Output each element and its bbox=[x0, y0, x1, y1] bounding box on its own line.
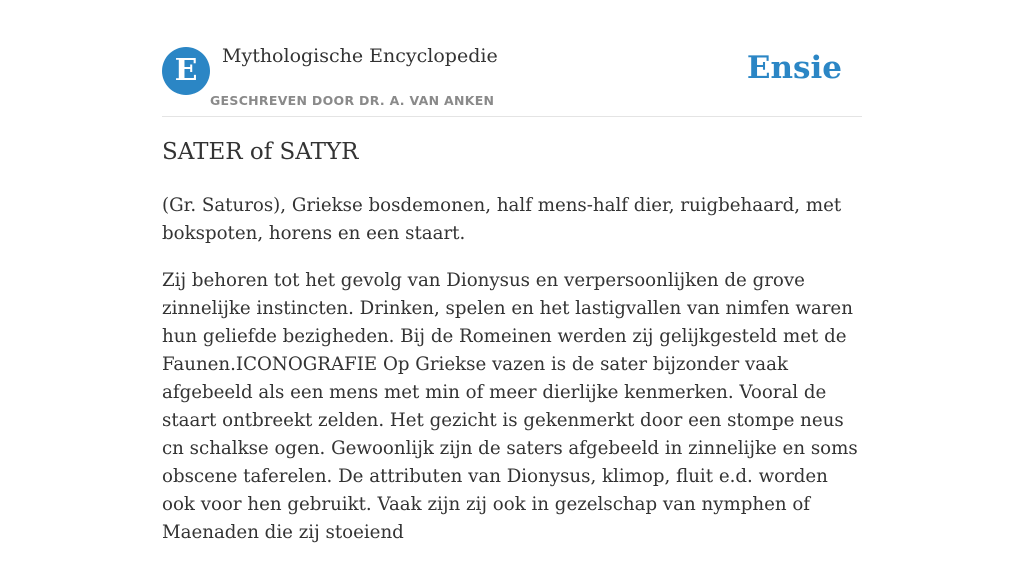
article-paragraph-intro: (Gr. Saturos), Griekse bosdemonen, half mens-half dier, ruigbehaard, met bokspoten, horens en een staart. bbox=[162, 195, 842, 244]
article-body bbox=[162, 192, 862, 566]
author-byline: GESCHREVEN DOOR DR. A. VAN ANKEN bbox=[210, 93, 495, 108]
article-paragraph-main: Zij behoren tot het gevolg van Dionysus en verpersoonlijken de grove zinnelijke instincten. Drinken, spelen en het lastigvallen van nimfen waren hun geliefde bezigheden. Bij de Romeinen werden zij gelijkgesteld met de Faunen.ICONOGRAFIE Op Griekse vazen is de sater bijzonder vaak afgebeeld als een mens met min of meer dierlijke kenmerken. Vooral de staart ontbreekt zelden. Het gezicht is gekenmerkt door een stompe neus cn schalkse ogen. Gewoonlijk zijn de saters afgebeeld in zinnelijke en soms obscene taferelen. De attributen van Dionysus, klimop, fluit e.d. worden ook voor hen gebruikt. Vaak zijn zij ook in gezelschap van nymphen of Maenaden die zij stoeiend bbox=[162, 270, 858, 543]
article-title: SATER of SATYR bbox=[162, 139, 359, 165]
encyclopedia-title-link[interactable]: Mythologische Encyclopedie bbox=[222, 45, 498, 67]
header bbox=[162, 40, 862, 117]
brand-logo[interactable]: Ensie bbox=[746, 50, 842, 86]
ensie-logo-icon[interactable]: E bbox=[162, 47, 210, 95]
